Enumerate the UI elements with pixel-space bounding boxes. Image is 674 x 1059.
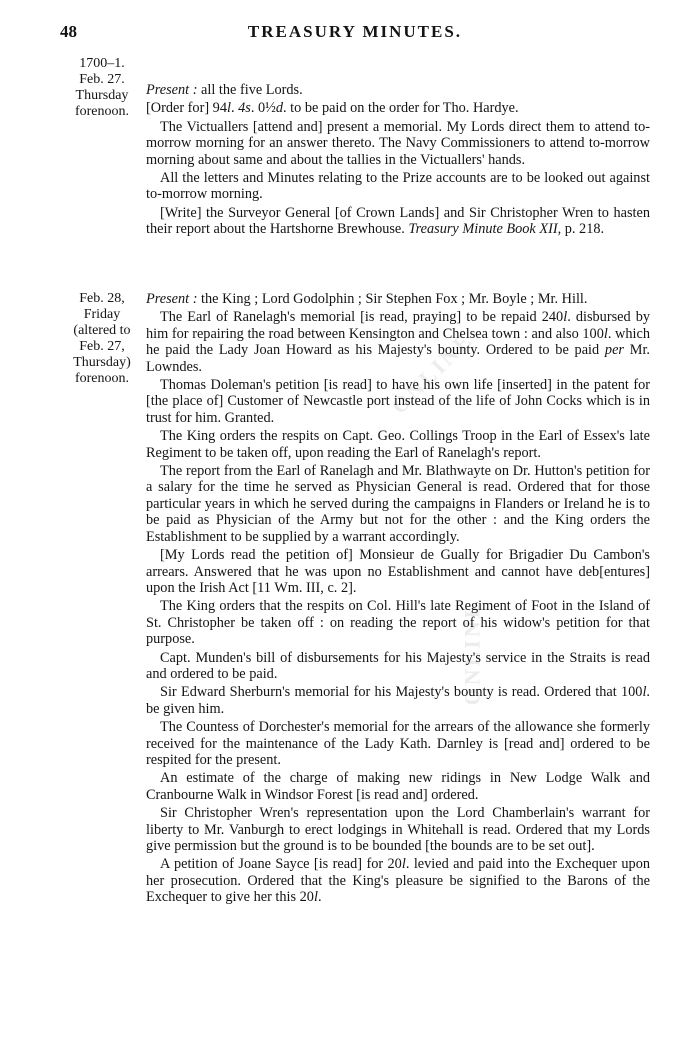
margin-line: Feb. 27. <box>79 72 125 87</box>
entry-body <box>146 82 650 240</box>
text-run: Mr. Lowndes. <box>146 342 650 375</box>
watermark: ONLINE <box>459 600 485 706</box>
text-run: [My Lords read the petition of] Monsieur de Gually for Brigadier Du Cambon's arrears. Answered that he was upon no Establishment and cannot have deb[entures] upon the Irish Act [11 Wm. III, c. 2]. <box>146 547 650 596</box>
margin-line: (altered to <box>73 323 131 338</box>
paragraph <box>146 650 650 683</box>
italic-text: Treasury Minute Book XII <box>408 221 558 238</box>
margin-line: forenoon. <box>74 104 130 119</box>
italic-text: l <box>642 684 647 701</box>
text-run: . <box>230 100 239 117</box>
text-run: . 0½ <box>250 100 276 117</box>
italic-text: l <box>313 889 318 906</box>
paragraph <box>146 770 650 803</box>
paragraph <box>146 428 650 461</box>
text-run: The report from the Earl of Ranelagh and Mr. Blathwayte on Dr. Hutton's petition for a salary for the time he served as Physician General is read. Ordered that for those particular years in which he served during the campaigns in Flanders or Ireland he is to be paid as Physician of the Army but not for the other : and the King orders the Establishment to be supplied by a warrant accordingly. <box>146 463 650 545</box>
paragraph <box>146 291 650 307</box>
margin-date <box>60 56 144 120</box>
italic-text: Present : <box>146 291 198 307</box>
page-number: 48 <box>60 22 77 41</box>
text-run: Capt. Munden's bill of disbursements for his Majesty's service in the Straits is read and ordered to be paid. <box>146 649 650 682</box>
text-run: The King orders that the respits on Col. Hill's late Regiment of Foot in the Island of St. Christopher be taken off : on reading the report of his widow's petition for that purpose. <box>146 598 650 648</box>
text-run: Sir Christopher Wren's representation upon the Lord Chamberlain's warrant for liberty to Mr. Vanburgh to erect lodgings in Whitehall is read. Ordered that my Lords give permission but the ground is to be bounded [the bounds are to be set out]. <box>146 805 650 854</box>
italic-text: per <box>604 342 624 359</box>
text-run: A petition of Joane Sayce [is read] for 20 <box>160 856 402 873</box>
text-run: Thomas Doleman's petition [is read] to have his own life [inserted] in the patent for [the place of] Customer of Newcastle port instead of the life of John Cocks which is in trust for him. Granted. <box>146 377 650 426</box>
text-run: All the letters and Minutes relating to the Prize accounts are to be looked out against to-morrow morning. <box>146 170 650 203</box>
text-run: all the five Lords. <box>197 82 303 98</box>
margin-line: 1700–1. <box>79 56 125 71</box>
text-run: . to be paid on the order for Tho. Hardye. <box>283 100 519 117</box>
margin-line: Feb. 27, <box>79 339 125 354</box>
margin-line: forenoon. <box>74 371 130 386</box>
paragraph <box>146 719 650 768</box>
paragraph <box>146 463 650 545</box>
text-run: . <box>317 889 322 906</box>
paragraph <box>146 598 650 647</box>
margin-line: Feb. 28, <box>79 291 125 306</box>
margin-line: Friday <box>83 307 121 322</box>
margin-date <box>60 291 144 387</box>
text-run: Sir Edward Sherburn's memorial for his Majesty's bounty is read. Ordered that 100 <box>160 684 643 701</box>
paragraph <box>146 684 650 717</box>
paragraph <box>146 100 650 116</box>
text-run: [Order for] 94 <box>146 100 227 117</box>
italic-text: 4s <box>238 100 251 117</box>
paragraph <box>146 805 650 854</box>
italic-text: l <box>226 100 231 117</box>
paragraph <box>146 309 650 375</box>
italic-text: l <box>401 856 406 873</box>
text-run: The Earl of Ranelagh's memorial [is read, praying] to be repaid 240 <box>160 309 564 326</box>
margin-line: Thursday) <box>73 355 131 370</box>
italic-text: l <box>563 309 568 326</box>
text-run: The Countess of Dorchester's memorial for the arrears of the allowance she formerly received for the maintenance of the Lady Kath. Darnley is [read and] ordered to be respited for the present. <box>146 719 650 768</box>
paragraph <box>146 377 650 426</box>
running-head <box>60 22 650 44</box>
watermark: ONLINE <box>386 326 478 419</box>
text-run: . which he paid the Lady Joan Howard as his Majesty's bounty. Ordered to be paid <box>146 325 650 359</box>
text-run: The King orders the respits on Capt. Geo. Collings Troop in the Earl of Essex's late Regiment to be taken off, upon reading the Earl of Ranelagh's report. <box>146 428 650 461</box>
paragraph <box>146 205 650 238</box>
paragraph <box>146 119 650 168</box>
margin-line: Thursday <box>75 88 129 103</box>
paragraph <box>146 547 650 596</box>
italic-text: Present : <box>146 82 198 98</box>
italic-text: d <box>275 100 284 117</box>
text-run: , p. 218. <box>557 221 605 238</box>
paragraph <box>146 170 650 203</box>
text-run: . disbursed by him for repairing the road between Kensington and Chelsea town : and also 100 <box>146 309 650 342</box>
text-run: [Write] the Surveyor General [of Crown Lands] and Sir Christopher Wren to hasten their report about the Hartshorne Brewhouse. <box>146 204 650 238</box>
text-run: The Victuallers [attend and] present a memorial. My Lords direct them to attend to-morrow morning for an answer thereto. The Navy Commissioners to attend to-morrow morning about same and about the tallies in the Victuallers' hands. <box>146 118 650 168</box>
text-run: An estimate of the charge of making new ridings in New Lodge Walk and Cranbourne Walk in Windsor Forest [is read and] ordered. <box>146 770 650 803</box>
text-run: . levied and paid into the Exchequer upon her prosecution. Ordered that the King's pleasure be signified to the Barons of the Exchequer to give her this 20 <box>146 856 650 906</box>
paragraph <box>146 82 650 98</box>
text-run: the King ; Lord Godolphin ; Sir Stephen Fox ; Mr. Boyle ; Mr. Hill. <box>197 291 588 307</box>
text-run: . be given him. <box>146 684 650 717</box>
page-title: TREASURY MINUTES. <box>247 22 463 41</box>
entry-body <box>146 291 650 908</box>
italic-text: l <box>603 325 608 342</box>
paragraph <box>146 856 650 905</box>
